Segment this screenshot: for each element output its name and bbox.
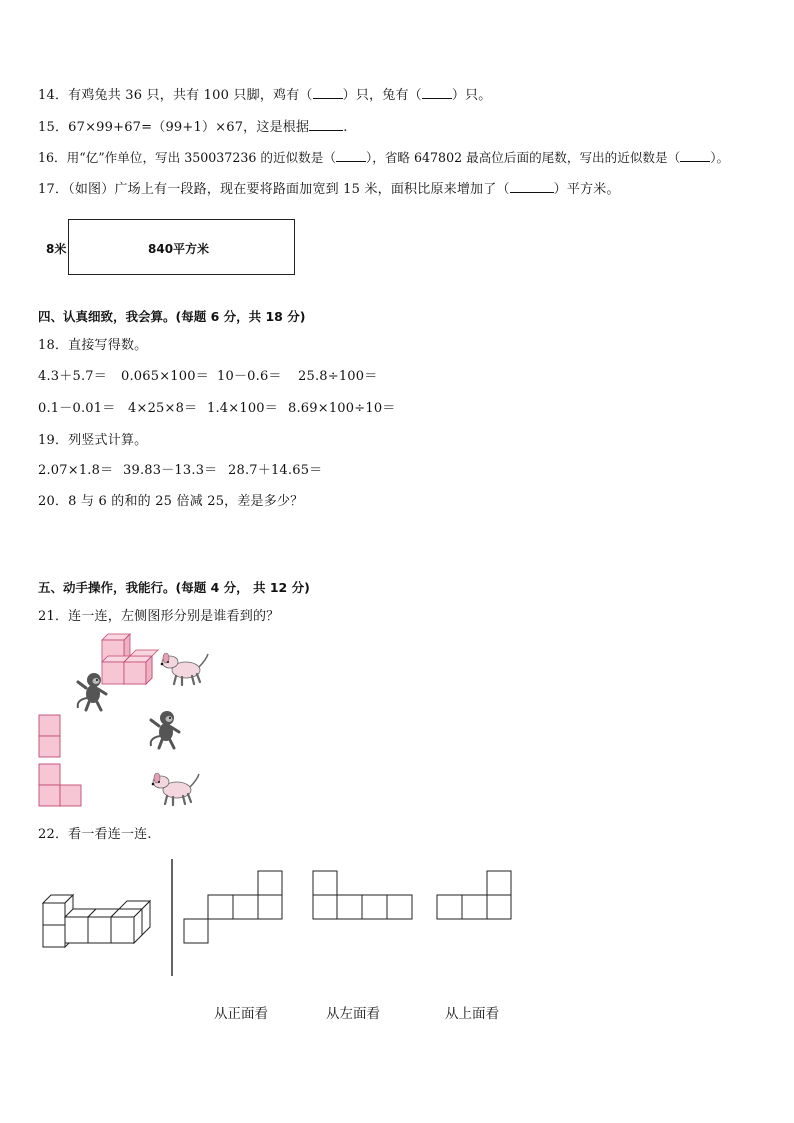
view-label-front: 从正面看	[214, 1006, 268, 1022]
answer-blank[interactable]	[313, 87, 343, 99]
calc-item: 4×25×8＝	[128, 401, 198, 416]
calc-item: 0.1－0.01＝	[38, 401, 116, 416]
view-label-left: 从左面看	[326, 1006, 380, 1022]
answer-blank[interactable]	[510, 181, 554, 193]
q21-figure	[0, 620, 794, 820]
question-17: 17．（如图）广场上有一段路，现在要将路面加宽到 15 米，面积比原来增加了（ ）平方米。	[38, 182, 620, 197]
calc-item: 28.7＋14.65＝	[228, 463, 323, 478]
question-19: 19．列竖式计算。	[38, 433, 148, 448]
question-20: 20．8 与 6 的和的 25 倍减 25，差是多少？	[38, 494, 304, 509]
calc-item: 39.83－13.3＝	[123, 463, 218, 478]
question-16: 16．用“亿”作单位，写出 350037236 的近似数是（ ），省略 647802 最高位后面的尾数，写出的近似数是（ ）。	[38, 150, 730, 165]
answer-blank[interactable]	[336, 150, 366, 162]
answer-blank[interactable]	[680, 150, 710, 162]
question-22: 22．看一看连一连.	[38, 827, 152, 842]
calc-item: 0.065×100＝	[121, 369, 209, 384]
calc-item: 1.4×100＝	[207, 401, 278, 416]
question-18: 18．直接写得数。	[38, 338, 148, 353]
calc-item: 25.8÷100＝	[298, 369, 378, 384]
answer-blank[interactable]	[309, 119, 343, 131]
road-area-label: 840平方米	[148, 242, 210, 256]
calc-item: 4.3＋5.7＝	[38, 369, 107, 384]
view-label-top: 从上面看	[445, 1006, 499, 1022]
section-5-heading: 五、动手操作，我能行。(每题 4 分， 共 12 分)	[38, 580, 310, 595]
answer-blank[interactable]	[422, 87, 452, 99]
road-width-label: 8米	[46, 242, 67, 256]
section-4-heading: 四、认真细致，我会算。(每题 6 分，共 18 分)	[38, 309, 306, 324]
question-21: 21．连一连，左侧图形分别是谁看到的？	[38, 609, 280, 624]
question-15: 15．67×99+67=（99+1）×67，这是根据 .	[38, 120, 348, 135]
calc-item: 8.69×100÷10＝	[288, 401, 396, 416]
q22-figure	[0, 855, 794, 995]
calc-item: 10－0.6＝	[217, 369, 282, 384]
question-14: 14．有鸡兔共 36 只，共有 100 只脚，鸡有（ ）只，兔有（ ）只。	[38, 88, 492, 103]
calc-item: 2.07×1.8＝	[38, 463, 114, 478]
